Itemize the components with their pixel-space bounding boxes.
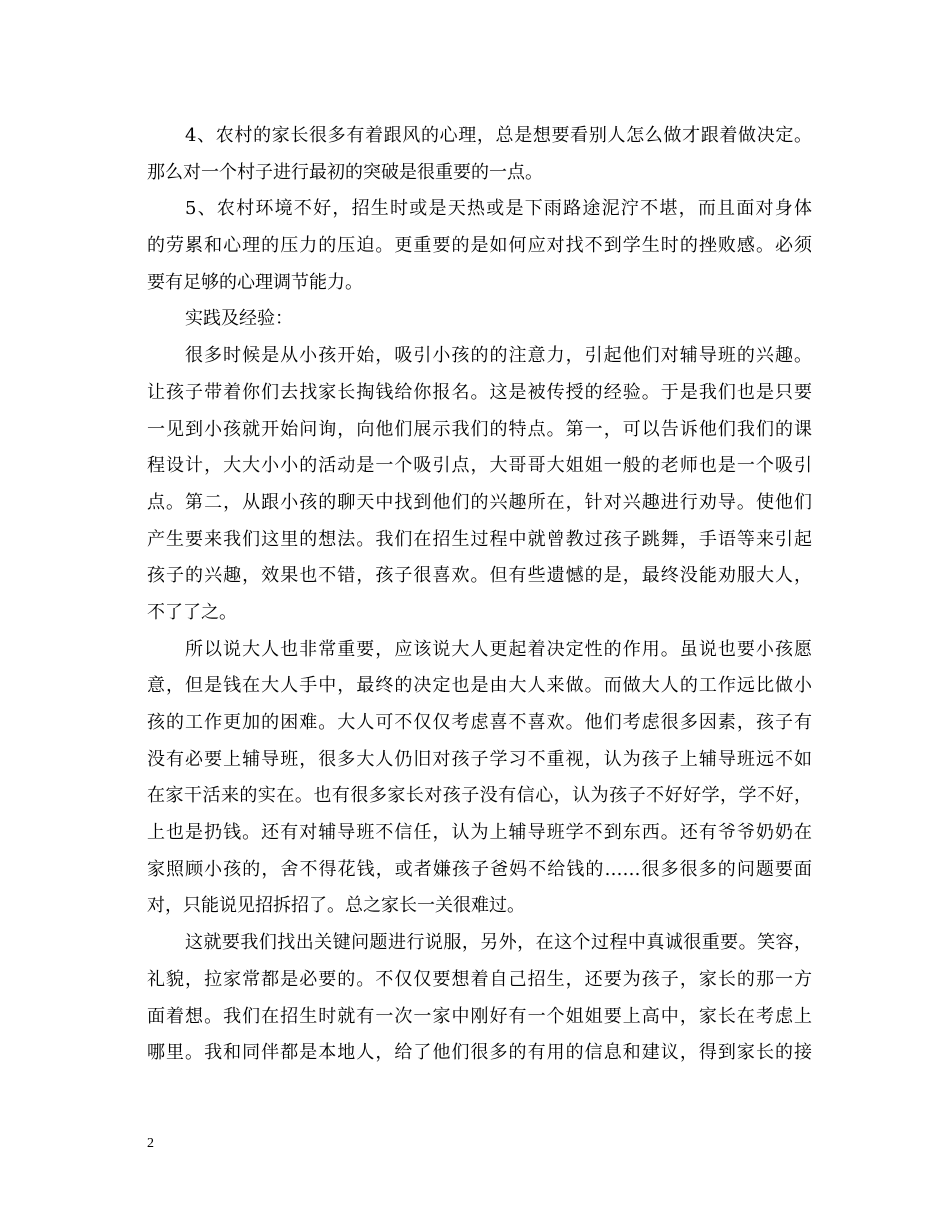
text-line: 那么对一个村子进行最初的突破是很重要的一点。 bbox=[147, 161, 543, 183]
text-line: 这就要我们找出关键问题进行说服，另外，在这个过程中真诚很重要。笑容， bbox=[185, 932, 812, 954]
text-line: 4、农村的家长很多有着跟风的心理，总是想要看别人怎么做才跟着做决定。 bbox=[185, 125, 812, 146]
page-number: 2 bbox=[147, 1136, 154, 1151]
text-line: 意，但是钱在大人手中，最终的决定也是由大人来做。而做大人的工作远比做小 bbox=[147, 675, 812, 697]
text-line: 家照顾小孩的，舍不得花钱，或者嫌孩子爸妈不给钱的……很多很多的问题要面 bbox=[147, 858, 812, 880]
text-line: 没有必要上辅导班，很多大人仍旧对孩子学习不重视，认为孩子上辅导班远不如 bbox=[147, 748, 812, 770]
body-text bbox=[147, 118, 812, 1072]
text-line: 礼貌，拉家常都是必要的。不仅仅要想着自己招生，还要为孩子，家长的那一方 bbox=[147, 968, 812, 990]
text-line: 一见到小孩就开始问询，向他们展示我们的特点。第一，可以告诉他们我们的课 bbox=[147, 418, 812, 440]
text-line: 让孩子带着你们去找家长掏钱给你报名。这是被传授的经验。于是我们也是只要 bbox=[147, 381, 812, 403]
text-line: 对，只能说见招拆招了。总之家长一关很难过。 bbox=[147, 895, 525, 917]
text-line: 所以说大人也非常重要，应该说大人更起着决定性的作用。虽说也要小孩愿 bbox=[185, 638, 812, 660]
text-line: 程设计，大大小小的活动是一个吸引点，大哥哥大姐姐一般的老师也是一个吸引 bbox=[147, 455, 812, 477]
text-line: 孩的工作更加的困难。大人可不仅仅考虑喜不喜欢。他们考虑很多因素，孩子有 bbox=[147, 712, 812, 733]
text-line: 很多时候是从小孩开始，吸引小孩的的注意力，引起他们对辅导班的兴趣。 bbox=[185, 345, 812, 367]
text-line: 点。第二，从跟小孩的聊天中找到他们的兴趣所在，针对兴趣进行劝导。使他们 bbox=[147, 491, 812, 513]
section-heading: 实践及经验： bbox=[185, 308, 293, 330]
text-line: 5、农村环境不好，招生时或是天热或是下雨路途泥泞不堪，而且面对身体 bbox=[185, 198, 812, 220]
text-line: 面着想。我们在招生时就有一次一家中刚好有一个姐姐要上高中，家长在考虑上 bbox=[147, 1005, 812, 1027]
text-line: 要有足够的心理调节能力。 bbox=[147, 271, 363, 293]
text-line: 孩子的兴趣，效果也不错，孩子很喜欢。但有些遗憾的是，最终没能劝服大人， bbox=[147, 565, 812, 587]
text-line: 的劳累和心理的压力的压迫。更重要的是如何应对找不到学生时的挫败感。必须 bbox=[147, 235, 812, 257]
text-line: 不了了之。 bbox=[147, 601, 237, 623]
text-line: 上也是扔钱。还有对辅导班不信任，认为上辅导班学不到东西。还有爷爷奶奶在 bbox=[147, 822, 812, 844]
text-line: 产生要来我们这里的想法。我们在招生过程中就曾教过孩子跳舞，手语等来引起 bbox=[147, 528, 812, 550]
text-line: 哪里。我和同伴都是本地人，给了他们很多的有用的信息和建议，得到家长的接 bbox=[147, 1042, 812, 1064]
text-line: 在家干活来的实在。也有很多家长对孩子没有信心，认为孩子不好好学，学不好， bbox=[147, 785, 812, 807]
